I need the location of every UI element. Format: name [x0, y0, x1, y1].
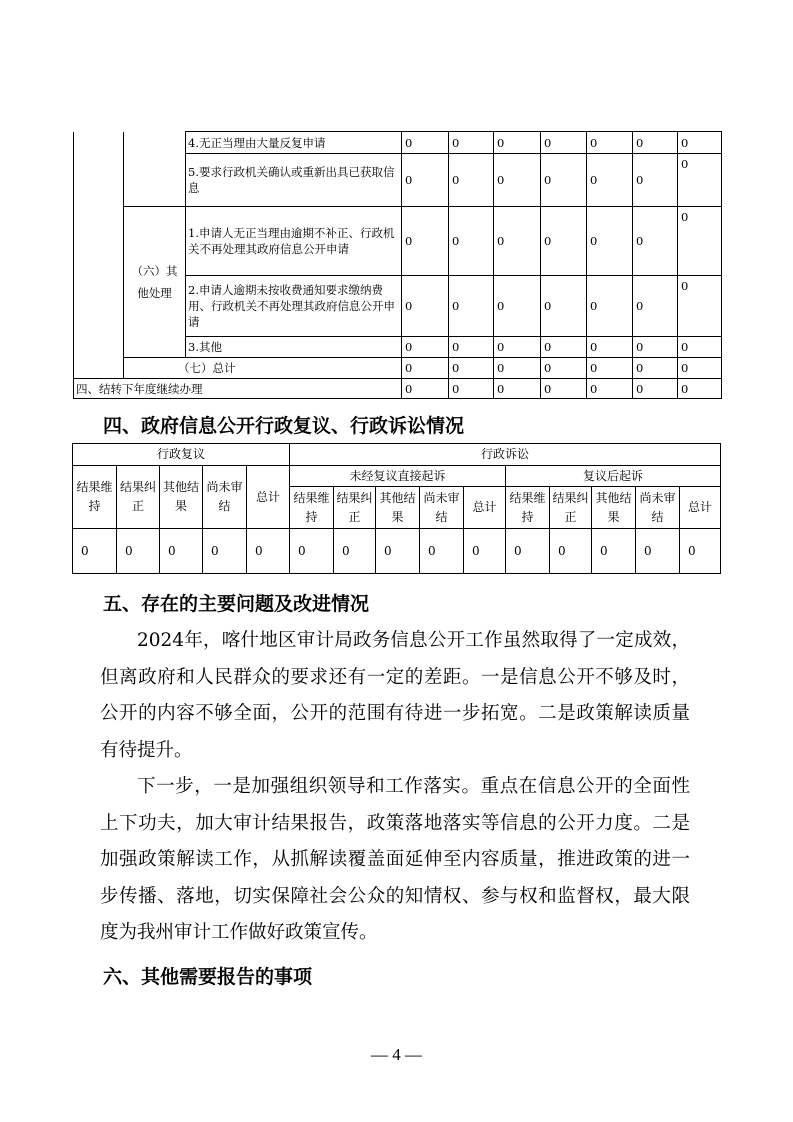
litigation-header: 行政诉讼 — [290, 444, 721, 466]
row-label: 4.无正当理由大量反复申请 — [186, 132, 402, 154]
table-header-row: 结果维持 结果纠正 其他结果 尚未审结 总计 未经复议直接起诉 复议后起诉 — [73, 466, 721, 487]
table-header-row — [73, 444, 721, 466]
table-header-row: 结果维持 结果纠正 其他结果 尚未审结 总计 结果维持 结果纠正 其他结果 尚未审结 总计 — [73, 487, 721, 529]
row-label: （七）总计 — [124, 358, 402, 379]
row-label: 1.申请人无正当理由逾期不补正、行政机关不再处理其政府信息公开申请 — [186, 207, 402, 276]
table-row-total: （七）总计 0 0 0 0 0 0 0 — [74, 358, 722, 379]
table-row: 2.申请人逾期未按收费通知要求缴纳费用、行政机关不再处理其政府信息公开申请 0 0 0 0 0 0 0 — [74, 276, 722, 337]
group-label: （六）其他处理 — [124, 207, 186, 358]
application-handling-table — [73, 131, 722, 399]
section-5-title: 五、存在的主要问题及改进情况 — [103, 593, 370, 615]
row-label: 四、结转下年度继续办理 — [74, 379, 402, 399]
table-row: 5.要求行政机关确认或重新出具已获取信息 0 0 0 0 0 0 0 — [74, 154, 722, 207]
row-label: 3.其他 — [186, 337, 402, 358]
table-row: （六）其他处理 1.申请人无正当理由逾期不补正、行政机关不再处理其政府信息公开申请 0 0 0 0 0 0 0 — [74, 207, 722, 276]
section-4-title: 四、政府信息公开行政复议、行政诉讼情况 — [103, 415, 465, 437]
table-row: 0 0 0 0 0 0 0 0 0 0 0 0 0 0 0 — [73, 529, 721, 574]
section-6-title: 六、其他需要报告的事项 — [103, 966, 313, 988]
table-row-carryover: 四、结转下年度继续办理 0 0 0 0 0 0 0 — [74, 379, 722, 399]
paragraph-problems: 2024年，喀什地区审计局政务信息公开工作虽然取得了一定成效，但离政府和人民群众的要求还有一定的差距。一是信息公开不够及时，公开的内容不够全面，公开的范围有待进一步拓宽。二是政策解读质量有待提升。 — [100, 630, 690, 761]
row-label: 5.要求行政机关确认或重新出具已获取信息 — [186, 154, 402, 207]
table-row: 4.无正当理由大量反复申请 0 0 0 0 0 0 0 — [74, 132, 722, 154]
direct-litigation-header: 未经复议直接起诉 — [290, 466, 506, 487]
page-number: — 4 — — [371, 1045, 422, 1064]
review-header: 行政复议 — [73, 444, 290, 466]
row-label: 2.申请人逾期未按收费通知要求缴纳费用、行政机关不再处理其政府信息公开申请 — [186, 276, 402, 337]
table-row: 3.其他 0 0 0 0 0 0 0 — [74, 337, 722, 358]
after-review-header: 复议后起诉 — [506, 466, 721, 487]
paragraph-next-steps: 下一步，一是加强组织领导和工作落实。重点在信息公开的全面性上下功夫，加大审计结果报告，政策落地落实等信息的公开力度。二是加强政策解读工作，从抓解读覆盖面延伸至内容质量，推进政策的进一步传播、落地，切实保障社会公众的知情权、参与权和监督权，最大限度为我州审计工作做好政策宣传。 — [100, 776, 690, 943]
review-litigation-table — [72, 443, 721, 574]
